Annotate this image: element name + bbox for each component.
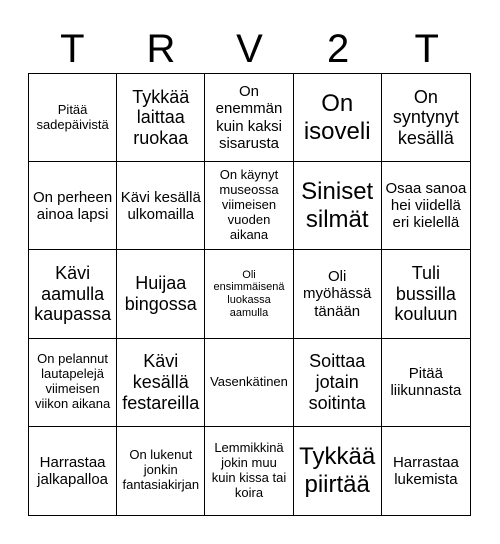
bingo-cell[interactable]: On syntynyt kesällä: [382, 74, 470, 162]
bingo-cell[interactable]: Oli ensimmäisenä luokassa aamulla: [205, 250, 293, 338]
bingo-cell[interactable]: Huijaa bingossa: [117, 250, 205, 338]
bingo-cell[interactable]: Harrastaa jalkapalloa: [29, 427, 117, 515]
bingo-cell[interactable]: Tuli bussilla kouluun: [382, 250, 470, 338]
bingo-cell[interactable]: On isoveli: [294, 74, 382, 162]
bingo-cell[interactable]: Soittaa jotain soitinta: [294, 339, 382, 427]
bingo-header: [28, 25, 471, 73]
header-letter-3: V: [236, 27, 263, 71]
bingo-cell[interactable]: Kävi kesällä festareilla: [117, 339, 205, 427]
header-letter-1: T: [60, 27, 85, 71]
bingo-cell[interactable]: Harrastaa lukemista: [392, 453, 459, 488]
bingo-cell[interactable]: Tykkää laittaa ruokaa: [117, 74, 205, 162]
bingo-cell[interactable]: On perheen ainoa lapsi: [29, 162, 117, 250]
bingo-cell[interactable]: Osaa sanoa hei viidellä eri kielellä: [382, 162, 470, 250]
bingo-cell[interactable]: Pitää liikunnasta: [382, 339, 470, 427]
header-letter-4: 2: [326, 27, 350, 71]
bingo-cell[interactable]: On pelannut lautapelejä viimeisen viikon aikana: [29, 339, 117, 427]
header-letter-5: T: [414, 27, 439, 71]
bingo-cell[interactable]: Oli myöhässä tänään: [294, 250, 382, 338]
bingo-cell[interactable]: Pitää sadepäivistä: [29, 74, 117, 162]
bingo-cell[interactable]: Lemmikkinä jokin muu kuin kissa tai koira: [205, 427, 293, 515]
bingo-cell[interactable]: Kävi aamulla kaupassa: [29, 250, 117, 338]
bingo-cell[interactable]: On enemmän kuin kaksi sisarusta: [205, 74, 293, 162]
bingo-cell[interactable]: Tykkää piirtää: [294, 427, 382, 515]
bingo-cell[interactable]: On käynyt museossa viimeisen vuoden aikana: [205, 162, 293, 250]
bingo-cell[interactable]: Vasenkätinen: [205, 339, 293, 427]
bingo-cell[interactable]: Kävi kesällä ulkomailla: [117, 162, 205, 250]
bingo-cell[interactable]: On lukenut jonkin fantasiakirjan: [117, 427, 205, 515]
bingo-cell[interactable]: Siniset silmät: [294, 162, 382, 250]
bingo-board: [28, 73, 471, 516]
header-letter-2: R: [146, 27, 176, 71]
